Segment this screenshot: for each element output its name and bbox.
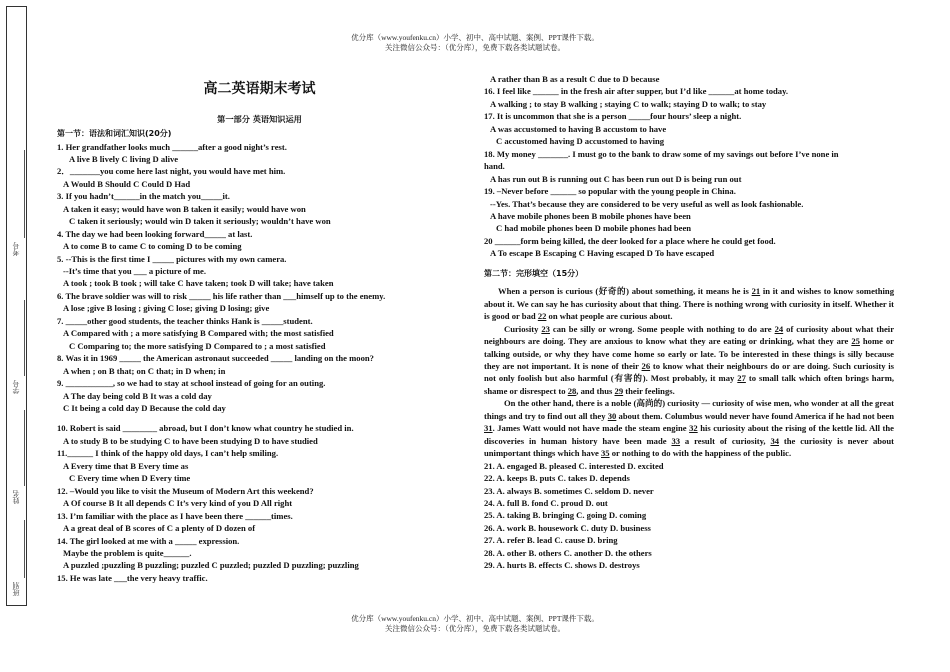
question-line: 5. --This is the first time I _____ pictures with my own camera.: [57, 253, 287, 264]
blank-24: 24: [774, 323, 784, 334]
blank-29: 29: [614, 385, 624, 396]
section2-heading: 第二节：完形填空（15分）: [484, 268, 584, 278]
cloze-option-line: 26. A. work B. housework C. duty D. business: [484, 522, 651, 533]
question-line: 7. _____other good students, the teacher thinks Hank is _____student.: [57, 315, 313, 326]
question-line: 20 ______form being killed, the deer looked for a place where he could get food.: [484, 235, 776, 246]
question-line: 11.______ I think of the happy old days, I can’t help smiling.: [57, 448, 279, 459]
cloze-option-line: 27. A. refer B. lead C. cause D. bring: [484, 535, 618, 546]
option-line: A took ; took B took ; will take C have taken; took D will take; have taken: [63, 278, 334, 289]
watermark-line1: 优分库（www.youfenku.cn）小学、初中、高中试题、案例、PPT课件下载。: [351, 614, 599, 623]
question-line: 6. The brave soldier was will to risk _____ his life rather than ___himself up to the enemy.: [57, 290, 386, 301]
cloze-paragraph-2: Curiosity 23 can be silly or wrong. Some people with nothing to do are 24 of curiosity about what their neighbours are doing. They are anxious to know what they are eating or drinking, what they are 25 home or talking outside, or why they have come home so early or late. To be interested in these things is silly because they are not important. It is none of their 26 to know what their neighbours do or are doing. Such curiosity is not only foolish but also harmful (有害的). Most probably, it may 27 to small talk which often brings harm, shame or disrespect to 28, and thus 29 their feelings.: [484, 323, 895, 396]
option-line: A Of course B It all depends C It’s very kind of you D All right: [63, 498, 293, 509]
section1-heading: 第一节：语法和词汇知识(20分): [57, 129, 172, 138]
option-line: C had mobile phones been D mobile phones had been: [496, 223, 692, 234]
option-line: C accustomed having D accustomed to having: [496, 136, 665, 147]
cloze-option-line: 25. A. taking B. bringing C. going D. coming: [484, 510, 647, 521]
question-line: 17. It is uncommon that she is a person _____four hours’ sleep a night.: [484, 111, 742, 122]
question-line: 4. The day we had been looking forward_____ at last.: [57, 228, 253, 239]
question-line: --It’s time that you ___ a picture of me.: [63, 266, 206, 277]
option-line: A walking ; to stay B walking ; staying C to walk; staying D to walk; to stay: [490, 98, 767, 109]
student-no-line: [24, 300, 25, 376]
label-exam-no: 考号: [12, 242, 20, 256]
question-line: 8. Was it in 1969 _____ the American astronaut succeeded _____ landing on the moon?: [57, 353, 374, 364]
question-line: 9. ___________, so we had to stay at school instead of going for an outing.: [57, 378, 326, 389]
option-line: A lose ;give B losing ; giving C lose; giving D losing; give: [63, 303, 270, 314]
question-line: hand.: [484, 161, 505, 172]
blank-27: 27: [737, 373, 746, 384]
blank-34: 34: [770, 435, 780, 446]
question-line: 16. I feel like ______ in the fresh air after supper, but I’d like ______at home today.: [484, 86, 789, 97]
question-line: 1. Her grandfather looks much ______after a good night’s rest.: [57, 141, 287, 152]
option-line: A live B lively C living D alive: [69, 153, 179, 164]
blank-32: 32: [689, 423, 698, 434]
option-line: C Every time when D Every time: [69, 473, 191, 484]
option-line: C Comparing to; the more satisfying D Compared to ; a most satisfied: [69, 340, 326, 351]
cloze-option-line: 28. A. other B. others C. another D. the others: [484, 547, 652, 558]
label-name: 姓名: [12, 490, 20, 504]
question-line: 15. He was late ___the very heavy traffic.: [57, 572, 208, 583]
blank-22: 22: [537, 311, 547, 322]
cloze-paragraph-3: On the other hand, there is a noble (高尚的) curiosity — curiosity of wise men, who wonder at all the great things and try to find out all they 30 about them. Columbus would never have found America if he had not been 31. James Watt would not have made the steam engine 32 his curiosity about the rising of the kettle lid. All the discoveries in human history have been made 33 a result of curiosity, 34 the curiosity is never about unimportant things which have 35 or nothing to do with the happiness of the public.: [484, 398, 895, 459]
cloze-option-line: 22. A. keeps B. puts C. takes D. depends: [484, 473, 630, 484]
option-line: A to study B to be studying C to have been studying D to have studied: [63, 435, 318, 446]
question-line: 12. –Would you like to visit the Museum of Modern Art this weekend?: [57, 485, 314, 496]
option-line: A when ; on B that; on C that; in D when; in: [63, 365, 226, 376]
blank-23: 23: [541, 323, 550, 334]
exam-no-line: [24, 150, 25, 238]
blank-33: 33: [671, 435, 681, 446]
question-line: Maybe the problem is quite______.: [63, 548, 192, 558]
question-line: 3. If you hadn’t______in the match you_____it.: [57, 191, 230, 202]
blank-21: 21: [751, 286, 761, 297]
cloze-option-line: 21. A. engaged B. pleased C. interested D. excited: [484, 460, 664, 471]
part1-title: 第一部分 英语知识运用: [217, 114, 302, 124]
question-line: --Yes. That’s because they are considered to be very useful as well as look fashionable.: [490, 198, 804, 209]
blank-35: 35: [601, 448, 610, 459]
cloze-option-line: 23. A. always B. sometimes C. seldom D. never: [484, 485, 654, 496]
exam-title: 高二英语期末考试: [203, 81, 316, 97]
option-line: A The day being cold B It was a cold day: [63, 390, 212, 401]
option-line: A Would B Should C Could D Had: [63, 178, 191, 189]
watermark-line2: 关注微信公众号：（优分库），免费下载各类试题试卷。: [385, 42, 565, 52]
watermark-line2: 关注微信公众号：（优分库），免费下载各类试题试卷。: [385, 623, 565, 633]
blank-30: 30: [607, 410, 617, 421]
option-line: A have mobile phones been B mobile phones have been: [490, 210, 691, 221]
option-line: A a great deal of B scores of C a plenty of D dozen of: [63, 523, 256, 534]
blank-26: 26: [641, 361, 651, 372]
cloze-option-line: 29. A. hurts B. effects C. shows D. destroys: [484, 560, 640, 571]
blank-25: 25: [851, 336, 860, 347]
watermark-line1: 优分库（www.youfenku.cn）小学、初中、高中试题、案例、PPT课件下载。: [351, 33, 599, 42]
cloze-paragraph-1: When a person is curious (好奇的) about something, it means he is 21 in it and wishes to know something about it. We can say he has curiosity about that thing. There is nothing wrong with curiosity in itself. Whether it is good or bad 22 on what people are curious about.: [484, 286, 894, 322]
question-line: 19. –Never before ______ so popular with the young people in China.: [484, 186, 736, 197]
left-column: [57, 80, 462, 584]
cloze-option-line: 24. A. full B. fond C. proud D. out: [484, 498, 608, 508]
question-line: 2．_______you come here last night, you would have met him.: [57, 166, 286, 177]
name-line: [24, 410, 25, 486]
option-line: A has run out B is running out C has been run out D is being run out: [490, 173, 742, 184]
watermark-bottom: [0, 614, 950, 633]
question-line: 10. Robert is said ________ abroad, but I don’t know what country he studied in.: [57, 423, 354, 434]
question-line: 13. I’m familiar with the place as I have been there ______times.: [57, 510, 293, 521]
question-line: 18. My money _______. I must go to the bank to draw some of my savings out before I’ve none in: [484, 148, 839, 159]
blank-31: 31: [484, 423, 493, 434]
label-student-no: 学号: [12, 380, 20, 394]
option-line: C It being a cold day D Because the cold day: [63, 403, 226, 414]
option-line: A was accustomed to having B accustom to have: [490, 123, 667, 134]
option-line: A to come B to came C to coming D to be coming: [63, 241, 242, 252]
option-line: A taken it easy; would have won B taken it easily; would have won: [63, 203, 306, 214]
option-line: C taken it seriously; would win D taken it seriously; wouldn’t have won: [69, 216, 331, 227]
label-class: 班别: [12, 582, 20, 596]
right-column: [484, 73, 894, 572]
watermark-top: [0, 33, 950, 52]
class-line: [24, 520, 25, 578]
blank-28: 28: [567, 385, 577, 396]
option-line: A puzzled ;puzzling B puzzling; puzzled C puzzled; puzzled D puzzling; puzzling: [63, 560, 359, 571]
option-line: A To escape B Escaping C Having escaped D To have escaped: [490, 248, 715, 259]
option-line: A Compared with ; a more satisfying B Compared with; the most satisfied: [63, 328, 334, 339]
option-line: A Every time that B Every time as: [63, 460, 189, 471]
option-line: A rather than B as a result C due to D because: [490, 74, 660, 84]
question-line: 14. The girl looked at me with a _____ expression.: [57, 535, 240, 546]
